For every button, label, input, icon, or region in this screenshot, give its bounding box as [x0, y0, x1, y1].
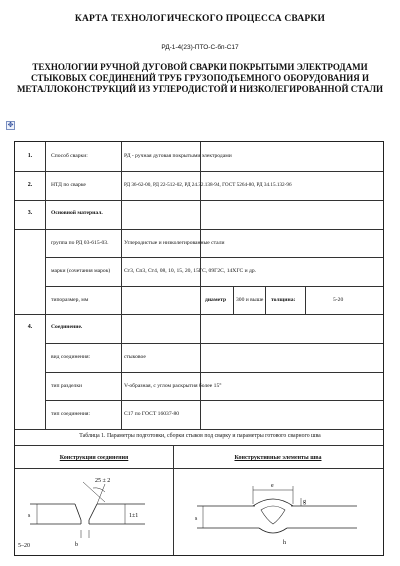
row-divider: [45, 400, 383, 401]
drawing-header-left: Конструкция соединения: [59, 455, 129, 461]
process-table: [14, 141, 384, 556]
row-label: тип соединения:: [51, 411, 91, 417]
drawing-header-divider: [15, 468, 383, 469]
col-divider-size: [305, 286, 306, 314]
angle-dimension: 25 ± 2: [95, 478, 111, 484]
row-number: 4.: [27, 324, 33, 330]
row-divider: [45, 372, 383, 373]
reinforcement-dimension: g: [303, 499, 306, 505]
row-label: типоразмер, мм: [51, 297, 89, 303]
document-subtitle: ТЕХНОЛОГИИ РУЧНОЙ ДУГОВОЙ СВАРКИ ПОКРЫТЫМИ ЭЛЕКТРОДАМИ СТЫКОВЫХ СОЕДИНЕНИЙ ТРУБ ГРУЗОПОДЪЕМНОГО ОБОРУДОВАНИЯ И МЕТАЛЛОКОНСТРУКЦИЙ ИЗ УГЛЕРОДИСТОЙ И НИЗКОЛЕГИРОВАННОЙ СТАЛИ: [16, 62, 384, 94]
row-label: вид соединения:: [51, 354, 91, 360]
document-code: РД-1-4(23)-ПТО-С-бп-С17: [161, 44, 239, 51]
drawing-header-right: Конструктивные элементы шва: [234, 455, 322, 461]
root-dimension: 1±1: [129, 513, 139, 519]
row-value: Ст3, Сп3, Ст4, 08, 10, 15, 20, 15ГС, 09Г2С, 14ХГС и др.: [124, 268, 257, 274]
row-divider: [15, 229, 383, 230]
weld-elements-drawing: [187, 472, 377, 552]
caption-divider: [15, 445, 383, 446]
row-label: группа по РД 03-615-03.: [51, 240, 109, 246]
row-value: С17 по ГОСТ 16037-80: [124, 411, 180, 417]
row-divider: [45, 286, 383, 287]
col-divider-size: [233, 286, 234, 314]
row-divider: [15, 429, 383, 430]
row-value: Углеродистые и низколегированные стали: [124, 240, 225, 246]
thickness-range-footer: 5–20: [18, 543, 30, 549]
table-caption: Таблица 1. Параметры подготовки, сборки стыков под сварку и параметры готового сварного шва: [79, 433, 321, 439]
table-move-handle-icon[interactable]: ✥: [7, 121, 14, 129]
gap-dimension: b: [75, 542, 78, 548]
weld-width-dimension: e: [271, 483, 274, 489]
col-divider-size: [265, 286, 266, 314]
row-value: V-образная, с углом раскрытия более 15°: [124, 383, 222, 389]
diameter-value: 300 и выше: [236, 297, 264, 303]
root-reinforcement-dimension: h: [283, 540, 286, 546]
row-divider: [15, 314, 383, 315]
row-value: РД 36-62-00, РД 22-512-02, РД 24.32.138-94, ГОСТ 5264-80, РД 34.15.132-96: [124, 182, 292, 188]
diameter-label: диаметр: [205, 297, 227, 303]
thickness-value: 5-20: [333, 297, 344, 303]
left-thickness-dimension: s: [28, 513, 31, 519]
row-number: 3.: [27, 210, 33, 216]
row-label: Соединение.: [51, 324, 83, 330]
row-label: Основной материал.: [51, 210, 103, 216]
row-label: тип разделки: [51, 383, 83, 389]
right-thickness-dimension: s: [195, 516, 198, 522]
row-divider: [45, 343, 383, 344]
row-label: Способ сварки:: [51, 153, 88, 159]
row-value: стыковое: [124, 354, 146, 360]
row-divider: [15, 171, 383, 172]
page-title: КАРТА ТЕХНОЛОГИЧЕСКОГО ПРОЦЕССА СВАРКИ: [74, 14, 326, 24]
thickness-label: толщина:: [271, 297, 296, 303]
row-label: марки (сочетания марок): [51, 268, 111, 274]
drawing-divider: [173, 445, 174, 555]
joint-construction-drawing: [25, 472, 165, 552]
row-divider: [15, 200, 383, 201]
row-number: 1.: [27, 153, 33, 159]
row-label: НТД по сварке: [51, 182, 86, 188]
row-divider: [45, 257, 383, 258]
row-value: РД - ручная дуговая покрытыми электродами: [124, 153, 232, 159]
row-number: 2.: [27, 182, 33, 188]
